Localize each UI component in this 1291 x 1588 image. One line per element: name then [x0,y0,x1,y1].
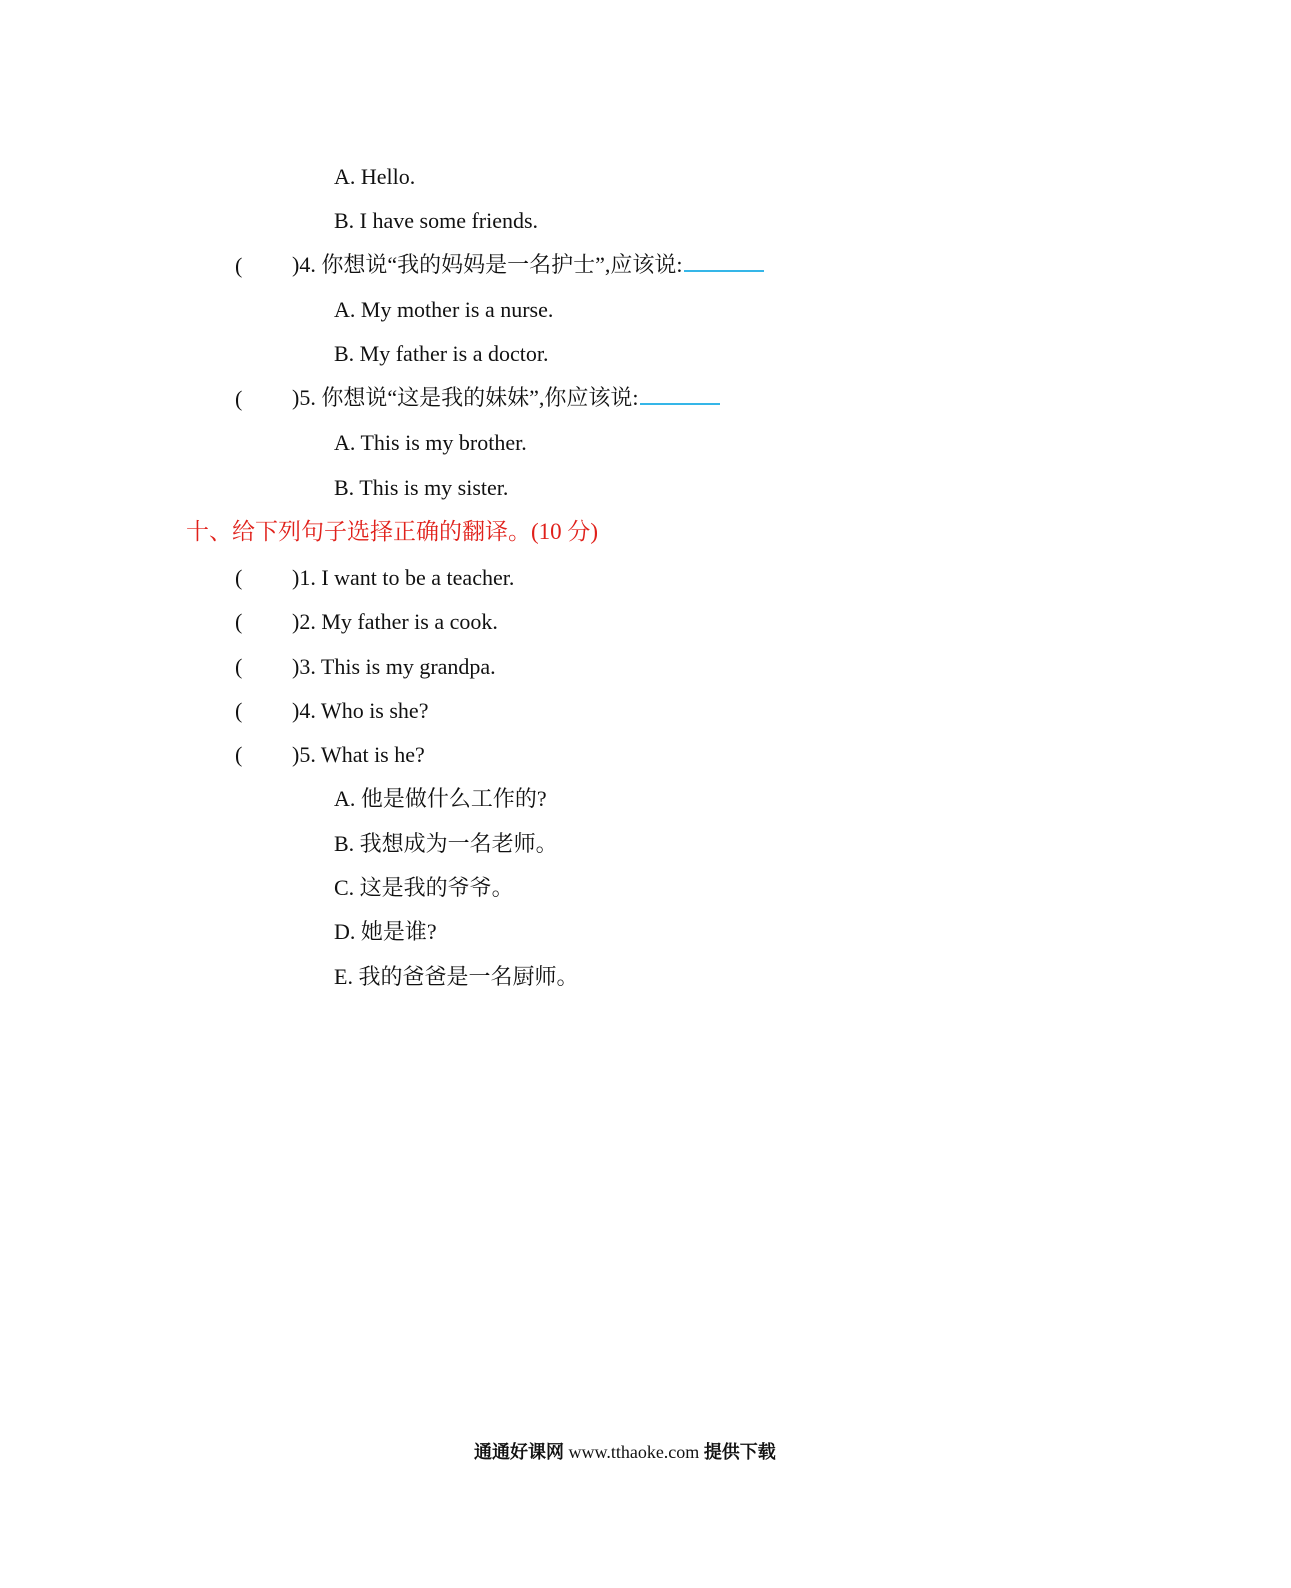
s10-option-d: D. 她是谁? [334,919,437,944]
footer-site-name: 通通好课网 [474,1442,564,1462]
q5-answer-paren[interactable]: ( [235,386,243,411]
s10-q2-text: )2. My father is a cook. [292,609,498,634]
s10-option-e: E. 我的爸爸是一名厨师。 [334,964,579,989]
s10-q2-answer-paren[interactable]: ( [235,609,243,634]
q3-option-a: A. Hello. [334,164,416,189]
q5-question [292,384,720,412]
footer-url[interactable]: www.tthaoke.com [568,1442,700,1462]
q4-option-b: B. My father is a doctor. [334,341,549,366]
q5-question-text: )5. 你想说“这是我的妹妹”,你应该说: [292,385,639,410]
s10-q5-answer-paren[interactable]: ( [235,742,243,767]
s10-q3-answer-paren[interactable]: ( [235,654,243,679]
q5-option-b: B. This is my sister. [334,475,509,500]
s10-q4-answer-paren[interactable]: ( [235,698,243,723]
footer-credit [474,1440,776,1464]
s10-option-c: C. 这是我的爷爷。 [334,875,514,900]
q4-answer-paren[interactable]: ( [235,253,243,278]
q3-option-b: B. I have some friends. [334,208,539,233]
s10-option-b: B. 我想成为一名老师。 [334,831,558,856]
q4-answer-blank[interactable] [684,252,764,272]
s10-q4-text: )4. Who is she? [292,698,429,723]
s10-q5-text: )5. What is he? [292,742,425,767]
s10-q3-text: )3. This is my grandpa. [292,654,496,679]
s10-q1-answer-paren[interactable]: ( [235,565,243,590]
q4-option-a: A. My mother is a nurse. [334,297,554,322]
q4-question-text: )4. 你想说“我的妈妈是一名护士”,应该说: [292,252,683,277]
s10-q1-text: )1. I want to be a teacher. [292,565,515,590]
q4-question [292,251,764,279]
s10-option-a: A. 他是做什么工作的? [334,786,547,811]
footer-suffix: 提供下载 [703,1442,776,1462]
q5-option-a: A. This is my brother. [334,430,527,455]
section-10-title: 十、给下列句子选择正确的翻译。(10 分) [186,519,599,544]
q5-answer-blank[interactable] [640,385,720,405]
